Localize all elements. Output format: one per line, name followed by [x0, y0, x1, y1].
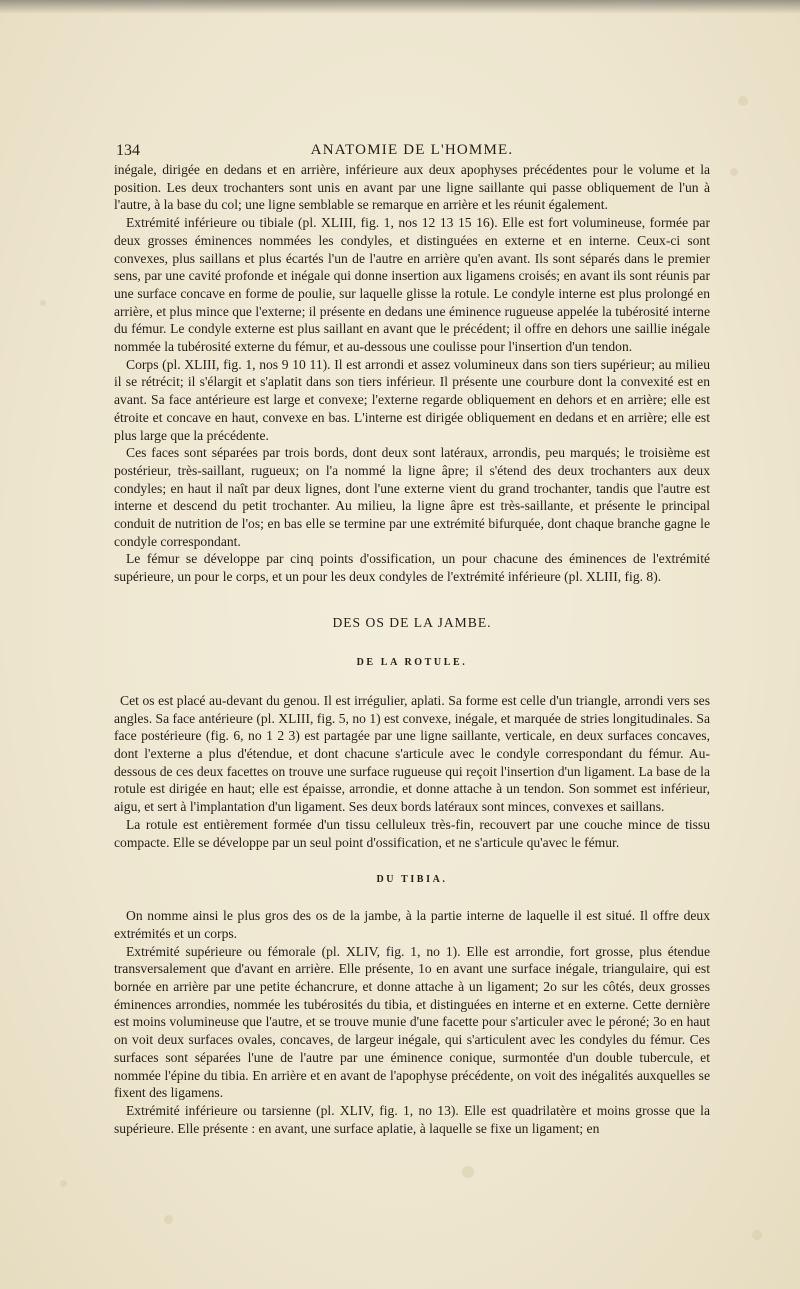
page-header [114, 141, 710, 163]
paragraph: Extrémité supérieure ou fémorale (pl. XLIV, fig. 1, no 1). Elle est arrondie, fort grosse, plus étendue transversalement que d'avant en arrière. Elle présente, 1o en avant une surface inégale, triangulaire, qui est bornée en arrière par une petite échancrure, et donne attache à un ligament; 2o sur les côtés, deux grosses éminences arrondies, nommée les tubérosités du tibia, et distinguées en interne et en externe. Cette dernière est moins volumineuse que l'autre, et se trouve munie d'une facette pour s'articuler avec le péroné; 3o en haut on voit deux surfaces ovales, concaves, de largeur inégale, qui s'articulent avec les condyles du fémur. Ces surfaces sont séparées l'une de l'autre par une éminence conique, surmontée d'un double tubercule, et nommée l'épine du tibia. En arrière et en avant de l'apophyse précédente, on voit des inégalités auxquelles se fixent des ligamens. [114, 943, 710, 1101]
foxing-spot [462, 1166, 474, 1178]
body-text [114, 161, 710, 1137]
foxing-spot [752, 1230, 762, 1240]
subsection-title-rotule: DE LA ROTULE. [356, 656, 468, 668]
running-title: ANATOMIE DE L'HOMME. [310, 142, 514, 158]
paragraph: On nomme ainsi le plus gros des os de la jambe, à la partie interne de laquelle il est situé. Il offre deux extrémités et un corps. [114, 908, 710, 941]
foxing-spot [730, 168, 738, 176]
page-edge-shadow [0, 0, 800, 14]
paragraph: Cet os est placé au-devant du genou. Il est irrégulier, aplati. Sa forme est celle d'un triangle, arrondi vers ses angles. Sa face antérieure (pl. XLIII, fig. 5, no 1) est convexe, inégale, et marquée de stries longitudinales. Sa face postérieure (fig. 6, no 1 2 3) est partagée par une ligne saillante, verticale, en deux surfaces concaves, dont l'externe a plus d'étendue, et dont chacune s'articule avec le condyle correspondant du fémur. Au-dessous de ces deux facettes on trouve une surface rugueuse qui reçoit l'insertion d'un ligament. La base de la rotule est dirigée en haut; elle est épaisse, arrondie, et donne attache à un tendon. Son sommet est inférieur, aigu, et sert à l'implantation d'un ligament. Ses deux bords latéraux sont minces, convexes et saillans. [114, 692, 710, 815]
section-title: DES OS DE LA JAMBE. [332, 614, 492, 630]
paragraph: La rotule est entièrement formée d'un tissu celluleux très-fin, recouvert par une couche mince de tissu compacte. Elle se développe par un seul point d'ossification, et ne s'articule qu'avec le fémur. [114, 816, 710, 850]
foxing-spot [164, 1215, 173, 1224]
paragraph: Extrémité inférieure ou tarsienne (pl. XLIV, fig. 1, no 13). Elle est quadrilatère et moins grosse que la supérieure. Elle présente : en avant, une surface aplatie, à laquelle se fixe un ligament; en [114, 1102, 710, 1136]
foxing-spot [40, 300, 46, 306]
paragraph: Extrémité inférieure ou tibiale (pl. XLIII, fig. 1, nos 12 13 15 16). Elle est fort volumineuse, formée par deux grosses éminences nommées les condyles, et distinguées en externe et en interne. Ceux-ci sont convexes, plus saillans et plus écartés l'un de l'autre en arrière qu'en avant. Ils sont séparés dans le premier sens, par une cavité profonde et inégale qui donne insertion aux ligamens croisés; en avant ils sont réunis par une surface concave en forme de poulie, sur laquelle glisse la rotule. Le condyle interne est plus prolongé en arrière, et plus mince que l'externe; il présente en dedans une éminence rugueuse appelée la tubérosité interne du fémur. Le condyle externe est plus saillant en avant que le précédent; il offre en dehors une saillie inégale nommée la tubérosité externe du fémur, et au-dessous une coulisse pour l'insertion d'un tendon. [114, 215, 710, 355]
page-number: 134 [116, 142, 140, 159]
paragraph: Le fémur se développe par cinq points d'ossification, un pour chacune des éminences de l'extrémité supérieure, un pour le corps, et un pour les deux condyles de l'extrémité inférieure (pl. XLIII, fig. 8). [114, 551, 710, 585]
paragraph: inégale, dirigée en dedans et en arrière, inférieure aux deux apophyses précédentes pour le volume et la position. Les deux trochanters sont unis en avant par une ligne saillante qui passe obliquement de l'un à l'autre, à la base du col; une ligne semblable se remarque en arrière et les réunit également. [114, 162, 710, 213]
foxing-spot [738, 96, 748, 106]
foxing-spot [60, 1180, 67, 1187]
paragraph: Ces faces sont séparées par trois bords, dont deux sont latéraux, arrondis, peu marqués; le troisième est postérieur, très-saillant, rugueux; on l'a nommé la ligne âpre; il s'étend des deux trochanters aux deux condyles; en haut il naît par deux lignes, dont l'une externe vient du grand trochanter, tandis que l'autre est interne et descend du petit trochanter. Au milieu, la ligne âpre est très-saillante, et présente le principal conduit de nutrition de l'os; en bas elle se termine par une extrémité bifurquée, dont chaque branche gagne le condyle correspondant. [114, 445, 710, 549]
subsection-title-tibia: DU TIBIA. [376, 874, 448, 886]
paragraph: Corps (pl. XLIII, fig. 1, nos 9 10 11). Il est arrondi et assez volumineux dans son tiers supérieur; au milieu il se rétrécit; il s'élargit et s'aplatit dans son tiers inférieur. Il présente une courbure dont la convexité est en avant. Sa face antérieure est large et convexe; l'externe regarde obliquement en dehors et en arrière; elle est étroite et concave en haut, convexe en bas. L'interne est dirigée obliquement en dedans et en arrière; elle est plus large que la précédente. [114, 356, 710, 443]
